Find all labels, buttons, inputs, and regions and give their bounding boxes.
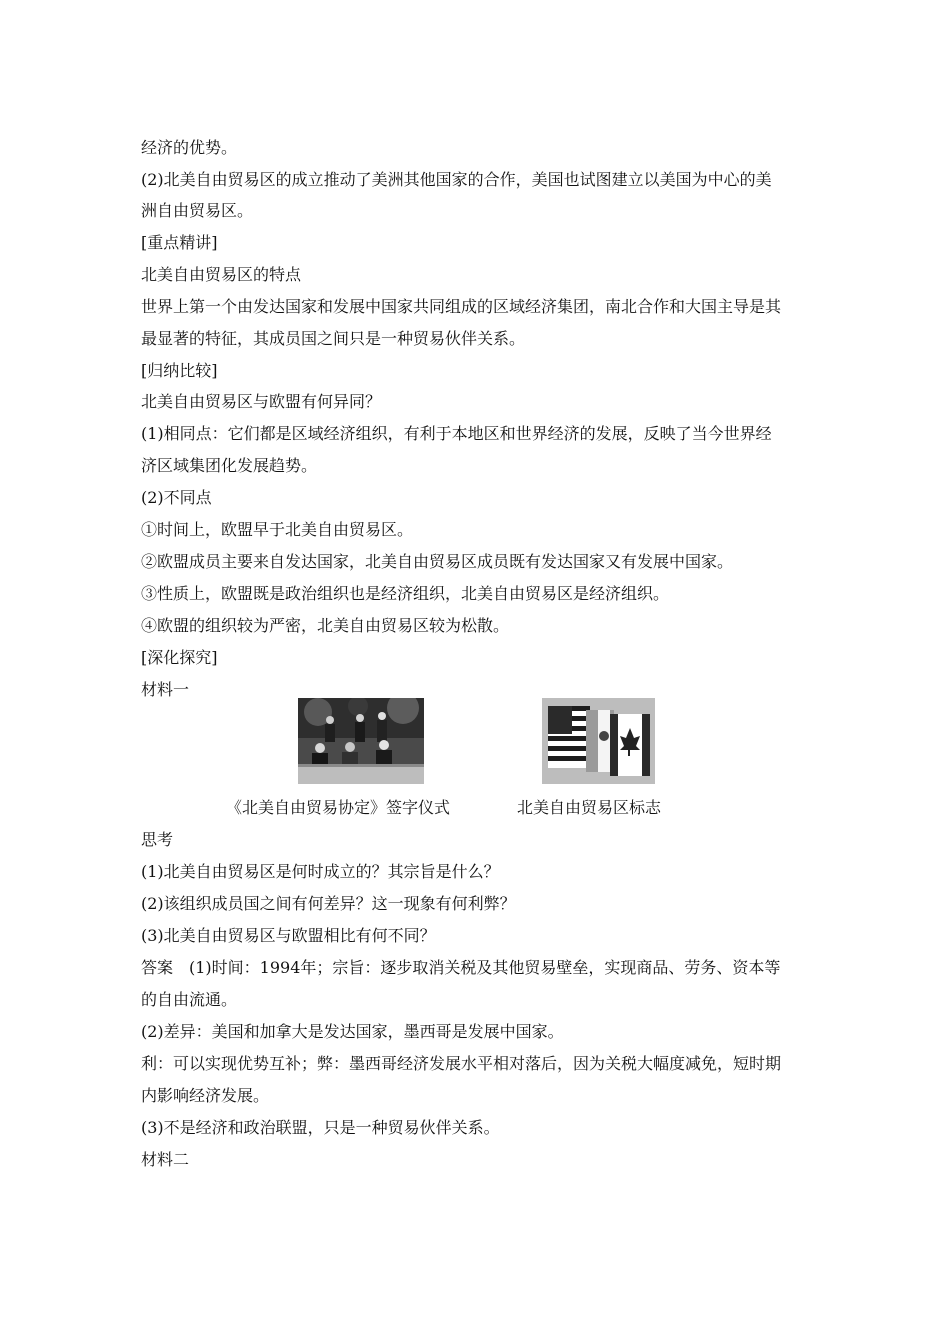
text-line: 北美自由贸易区与欧盟有何异同？ [141,392,382,411]
text-line: 世界上第一个由发达国家和发展中国家共同组成的区域经济集团，南北合作和大国主导是其 [141,297,782,316]
text-line: 材料一 [141,680,190,699]
text-line: ②欧盟成员主要来自发达国家，北美自由贸易区成员既有发达国家又有发展中国家。 [141,552,734,571]
text-line: 材料二 [141,1150,190,1169]
text-line: (3)北美自由贸易区与欧盟相比有何不同？ [141,926,436,945]
text-line: 最显著的特征，其成员国之间只是一种贸易伙伴关系。 [141,329,526,348]
text-line: 经济的优势。 [141,138,238,157]
text-line: (2)北美自由贸易区的成立推动了美洲其他国家的合作，美国也试图建立以美国为中心的美 [141,170,772,189]
figure-caption: 北美自由贸易区标志 [517,798,662,817]
text-line: 内影响经济发展。 [141,1086,270,1105]
figure-caption: 《北美自由贸易协定》签字仪式 [226,798,451,817]
nafta-logo-image [542,698,655,784]
text-line: (2)该组织成员国之间有何差异？这一现象有何利弊？ [141,894,516,913]
text-line: ③性质上，欧盟既是政治组织也是经济组织，北美自由贸易区是经济组织。 [141,584,670,603]
text-line: (1)相同点：它们都是区域经济组织，有利于本地区和世界经济的发展，反映了当今世界经 [141,424,772,443]
section-heading: [归纳比较] [141,361,218,380]
text-line: 洲自由贸易区。 [141,201,254,220]
text-line: 北美自由贸易区的特点 [141,265,302,284]
text-line: (3)不是经济和政治联盟，只是一种贸易伙伴关系。 [141,1118,500,1137]
text-line: 济区域集团化发展趋势。 [141,456,318,475]
text-line: 利：可以实现优势互补；弊：墨西哥经济发展水平相对落后，因为关税大幅度减免，短时期 [141,1054,782,1073]
text-line: ①时间上，欧盟早于北美自由贸易区。 [141,520,414,539]
text-line: ④欧盟的组织较为严密，北美自由贸易区较为松散。 [141,616,510,635]
text-line: (2)不同点 [141,488,212,507]
answer-line: 答案 (1)时间：1994年；宗旨：逐步取消关税及其他贸易壁垒，实现商品、劳务、资本等 [141,958,781,977]
text-line: 思考 [141,830,174,849]
text-line: 的自由流通。 [141,990,238,1009]
signing-ceremony-photo [298,698,424,784]
section-heading: [重点精讲] [141,233,218,252]
text-line: (1)北美自由贸易区是何时成立的？其宗旨是什么？ [141,862,500,881]
text-line: (2)差异：美国和加拿大是发达国家，墨西哥是发展中国家。 [141,1022,564,1041]
section-heading: [深化探究] [141,648,218,667]
